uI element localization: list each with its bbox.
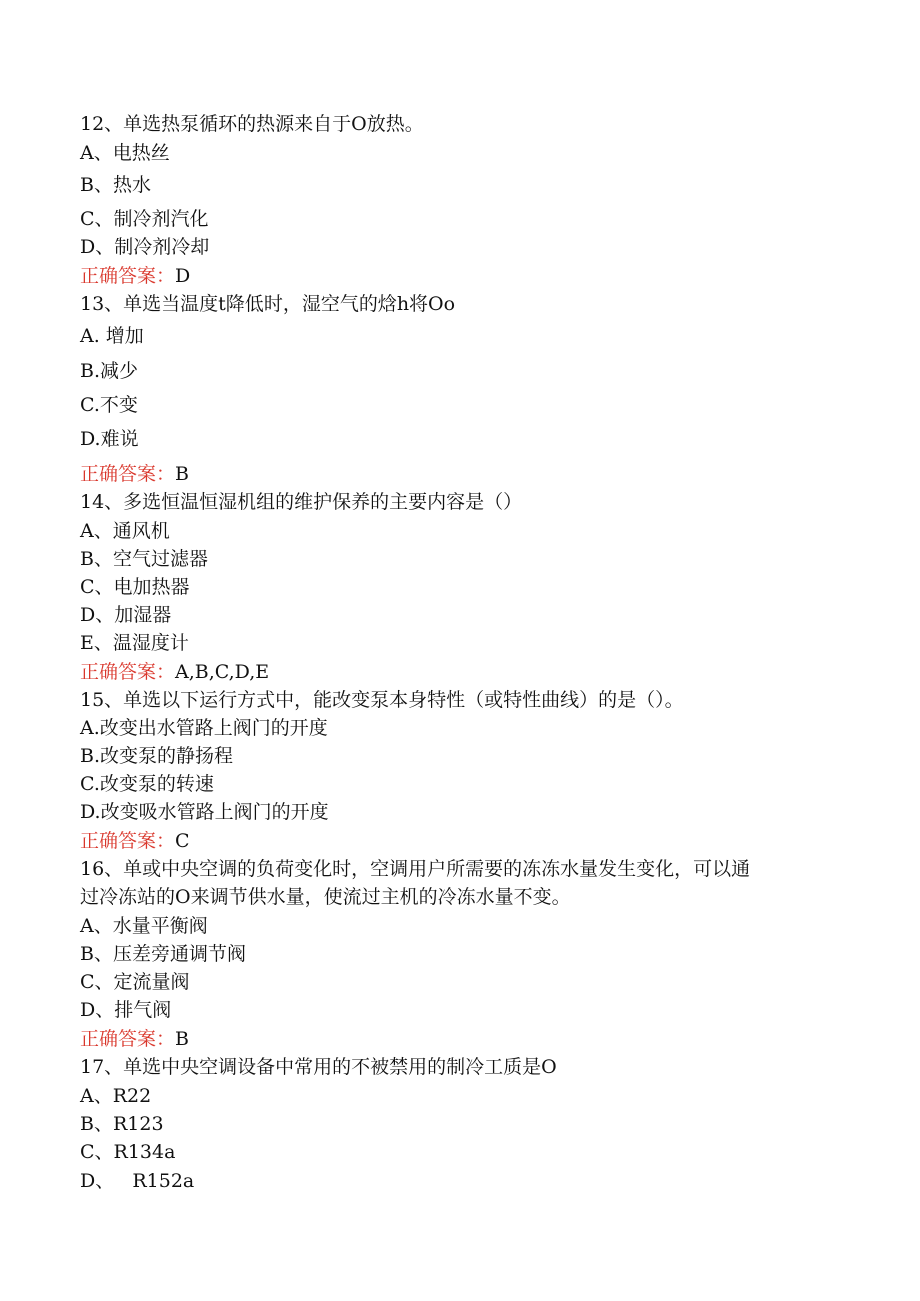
question-15-option-a: A.改变出水管路上阀门的开度: [80, 717, 328, 739]
question-16-option-b: B、压差旁通调节阀: [80, 943, 246, 965]
question-17-stem: 17、单选中央空调设备中常用的不被禁用的制冷工质是O: [80, 1056, 557, 1078]
question-14-answer: [80, 660, 269, 684]
question-14-option-c: C、电加热器: [80, 576, 190, 598]
question-16-answer: [80, 1027, 189, 1051]
question-17-option-c: C、R134a: [80, 1141, 176, 1163]
question-16-option-a: A、水量平衡阀: [80, 915, 208, 937]
question-13-option-c: C.不变: [80, 394, 138, 416]
question-13-option-b: B.减少: [80, 360, 139, 382]
question-17-option-a: A、R22: [80, 1085, 152, 1107]
answer-value: C: [175, 830, 190, 852]
question-14-option-e: E、温湿度计: [80, 632, 189, 654]
question-12-option-d: D、制冷剂冷却: [80, 236, 210, 258]
question-12-answer: [80, 264, 190, 288]
answer-label: 正确答案：: [80, 661, 176, 683]
question-17-option-b: B、R123: [80, 1113, 164, 1135]
answer-label: 正确答案：: [80, 463, 176, 485]
answer-value: B: [175, 463, 189, 485]
question-13-stem: 13、单选当温度t降低时，湿空气的焓h将Oo: [80, 293, 456, 315]
question-12-stem: 12、单选热泵循环的热源来自于O放热。: [80, 113, 424, 135]
question-13-option-d: D.难说: [80, 428, 139, 450]
question-12-option-a: A、电热丝: [80, 142, 170, 164]
question-14-option-a: A、通风机: [80, 520, 170, 542]
question-14-option-d: D、加湿器: [80, 604, 172, 626]
question-13-option-a: A. 增加: [80, 325, 144, 347]
question-14-stem: 14、多选恒温恒湿机组的维护保养的主要内容是（）: [80, 491, 523, 513]
question-15-answer: [80, 829, 190, 853]
answer-label: 正确答案：: [80, 1028, 176, 1050]
question-16-option-c: C、定流量阀: [80, 971, 190, 993]
answer-value: A,B,C,D,E: [175, 661, 270, 683]
question-12-option-c: C、制冷剂汽化: [80, 208, 209, 230]
answer-label: 正确答案：: [80, 265, 176, 287]
answer-value: B: [175, 1028, 189, 1050]
answer-value: D: [175, 265, 191, 287]
question-16-stem-line-2: 过冷冻站的O来调节供水量，使流过主机的冷冻水量不变。: [80, 886, 571, 908]
question-15-option-d: D.改变吸水管路上阀门的开度: [80, 801, 329, 823]
question-17-option-d: D、 R152a: [80, 1170, 195, 1192]
question-15-option-b: B.改变泵的静扬程: [80, 745, 234, 767]
question-16-stem-line-1: 16、单或中央空调的负荷变化时，空调用户所需要的冻冻水量发生变化，可以通: [80, 858, 751, 880]
answer-label: 正确答案：: [80, 830, 176, 852]
question-12-option-b: B、热水: [80, 174, 151, 196]
question-15-stem: 15、单选以下运行方式中，能改变泵本身特性（或特性曲线）的是（）。: [80, 689, 684, 711]
question-13-answer: [80, 462, 189, 486]
question-15-option-c: C.改变泵的转速: [80, 773, 214, 795]
question-16-option-d: D、排气阀: [80, 999, 172, 1021]
question-14-option-b: B、空气过滤器: [80, 548, 208, 570]
